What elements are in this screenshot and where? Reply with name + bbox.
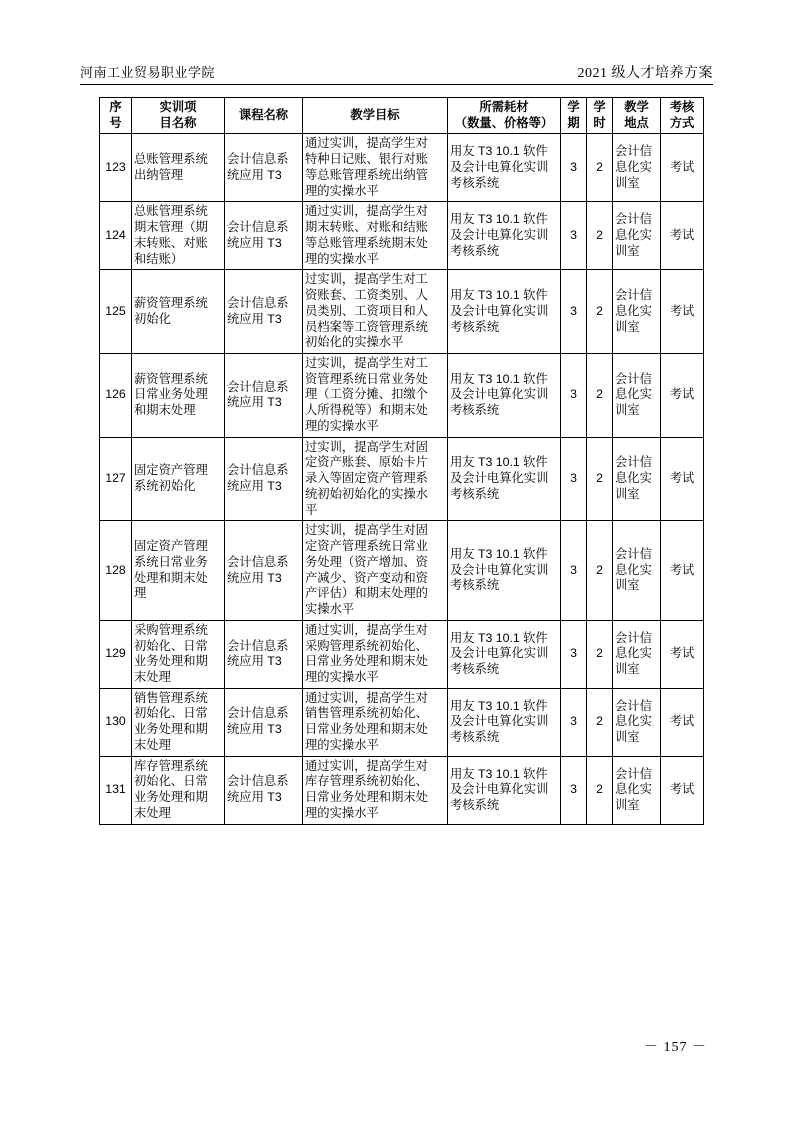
cell-place-line: 训室 bbox=[615, 797, 640, 812]
column-header-term: 学 期 bbox=[561, 98, 587, 134]
training-projects-table-wrapper bbox=[99, 97, 695, 825]
cell-item-line: 末转账、对账 bbox=[134, 235, 208, 250]
cell-goal-line: 理的实操水平 bbox=[305, 669, 379, 684]
cell-course-line: 会计信息系 bbox=[227, 554, 289, 569]
cell-course bbox=[225, 270, 303, 354]
column-header-hours: 学 时 bbox=[587, 98, 613, 134]
cell-mat-line: 及会计电算化实训 bbox=[450, 471, 549, 486]
cell-exam: 考试 bbox=[661, 437, 704, 521]
page-footer bbox=[644, 1036, 707, 1056]
table-header-row bbox=[100, 98, 704, 134]
cell-place-line: 息化实 bbox=[615, 646, 652, 661]
cell-place bbox=[613, 688, 661, 756]
cell-item-line: 初始化、日常 bbox=[134, 706, 208, 721]
cell-term: 3 bbox=[561, 688, 587, 756]
cell-mat bbox=[448, 134, 561, 202]
cell-goal-line: 等总账管理系统出纳管 bbox=[305, 167, 428, 182]
cell-place-line: 训室 bbox=[615, 486, 640, 501]
cell-mat-line: 考核系统 bbox=[450, 730, 500, 745]
training-projects-table bbox=[99, 97, 704, 825]
cell-item bbox=[132, 270, 225, 354]
cell-item-line: 薪资管理系统 bbox=[134, 371, 208, 386]
cell-exam: 考试 bbox=[661, 620, 704, 688]
cell-goal-line: 特种日记账、银行对账 bbox=[305, 152, 428, 167]
cell-item-line: 末处理 bbox=[134, 737, 171, 752]
cell-mat-line: 用友 T3 10.1 软件 bbox=[450, 766, 548, 781]
cell-goal bbox=[303, 134, 448, 202]
cell-item bbox=[132, 202, 225, 270]
cell-no: 126 bbox=[100, 354, 132, 438]
cell-term: 3 bbox=[561, 521, 587, 620]
page-header bbox=[80, 62, 713, 82]
cell-place-line: 训室 bbox=[615, 403, 640, 418]
cell-place-line: 息化实 bbox=[615, 160, 652, 175]
cell-item bbox=[132, 354, 225, 438]
header-divider bbox=[80, 84, 713, 85]
cell-mat-line: 及会计电算化实训 bbox=[450, 228, 549, 242]
cell-exam: 考试 bbox=[661, 354, 704, 438]
cell-item bbox=[132, 688, 225, 756]
cell-mat-line: 考核系统 bbox=[450, 662, 500, 677]
cell-course-line: 统应用 T3 bbox=[227, 311, 282, 326]
cell-item-line: 固定资产管理 bbox=[134, 463, 208, 478]
cell-course-line: 会计信息系 bbox=[227, 220, 289, 235]
cell-exam: 考试 bbox=[661, 270, 704, 354]
cell-course bbox=[225, 620, 303, 688]
cell-goal-line: 初始化的实操水平 bbox=[305, 335, 404, 350]
cell-place-line: 训室 bbox=[615, 662, 640, 677]
cell-course bbox=[225, 202, 303, 270]
cell-goal bbox=[303, 620, 448, 688]
cell-hours: 2 bbox=[587, 620, 613, 688]
cell-goal-line: 过实训，提高学生对工 bbox=[305, 272, 428, 287]
cell-course-line: 会计信息系 bbox=[227, 774, 289, 789]
cell-course-line: 统应用 T3 bbox=[227, 570, 282, 585]
cell-goal bbox=[303, 354, 448, 438]
cell-goal-line: 通过实训，提高学生对 bbox=[305, 690, 428, 705]
cell-goal-line: 日常业务处理和期末处 bbox=[305, 722, 428, 737]
cell-place-line: 会计信 bbox=[615, 698, 652, 713]
cell-place-line: 训室 bbox=[615, 175, 640, 190]
cell-item-line: 初始化、日常 bbox=[134, 638, 208, 653]
cell-goal-line: 理（工资分摊、扣缴个 bbox=[305, 387, 428, 402]
table-row bbox=[100, 756, 704, 824]
cell-place-line: 训室 bbox=[615, 578, 640, 593]
cell-goal-line: 期末转账、对账和结账 bbox=[305, 220, 428, 235]
cell-item-line: 采购管理系统 bbox=[134, 622, 208, 637]
cell-mat-line: 考核系统 bbox=[450, 319, 500, 334]
cell-goal-line: 过实训，提高学生对工 bbox=[305, 356, 428, 371]
cell-goal-line: 通过实训，提高学生对 bbox=[305, 136, 428, 151]
cell-goal-line: 产减少、资产变动和资 bbox=[305, 570, 428, 585]
cell-mat bbox=[448, 756, 561, 824]
cell-goal-line: 资账套、工资类别、人 bbox=[305, 288, 428, 303]
cell-place bbox=[613, 134, 661, 202]
cell-goal-line: 库存管理系统初始化、 bbox=[305, 774, 428, 789]
cell-goal-line: 录入等固定资产管理系 bbox=[305, 471, 428, 486]
cell-mat-line: 及会计电算化实训 bbox=[450, 160, 549, 175]
cell-place-line: 会计信 bbox=[615, 546, 652, 561]
cell-place-line: 会计信 bbox=[615, 371, 652, 386]
cell-exam: 考试 bbox=[661, 756, 704, 824]
cell-mat-line: 及会计电算化实训 bbox=[450, 562, 549, 577]
cell-place-line: 训室 bbox=[615, 730, 640, 745]
cell-goal-line: 日常业务处理和期末处 bbox=[305, 790, 428, 805]
cell-place-line: 息化实 bbox=[615, 303, 652, 318]
cell-course-line: 统应用 T3 bbox=[227, 235, 282, 250]
cell-mat-line: 考核系统 bbox=[450, 797, 500, 812]
cell-goal-line: 过实训，提高学生对固 bbox=[305, 523, 428, 538]
column-header-exam: 考核 方式 bbox=[661, 98, 704, 134]
cell-no: 124 bbox=[100, 202, 132, 270]
table-row bbox=[100, 688, 704, 756]
cell-place-line: 会计信 bbox=[615, 212, 652, 227]
cell-item-line: 薪资管理系统 bbox=[134, 295, 208, 310]
cell-goal bbox=[303, 756, 448, 824]
cell-goal-line: 过实训，提高学生对固 bbox=[305, 439, 428, 454]
cell-place-line: 息化实 bbox=[615, 714, 652, 729]
cell-item-line: 业务处理和期 bbox=[134, 722, 208, 737]
cell-course bbox=[225, 354, 303, 438]
cell-mat-line: 用友 T3 10.1 软件 bbox=[450, 630, 548, 645]
cell-goal-line: 理的实操水平 bbox=[305, 418, 379, 433]
cell-mat-line: 及会计电算化实训 bbox=[450, 714, 549, 729]
cell-item-line: 系统初始化 bbox=[134, 479, 196, 494]
cell-mat bbox=[448, 270, 561, 354]
cell-item bbox=[132, 756, 225, 824]
cell-goal-line: 通过实训，提高学生对 bbox=[305, 204, 428, 219]
column-header-item: 实训项 目名称 bbox=[132, 98, 225, 134]
cell-mat-line: 用友 T3 10.1 软件 bbox=[450, 698, 548, 713]
cell-place-line: 训室 bbox=[615, 243, 640, 258]
cell-goal-line: 产评估）和期末处理的 bbox=[305, 586, 428, 601]
cell-mat-line: 用友 T3 10.1 软件 bbox=[450, 212, 548, 227]
cell-goal-line: 统初始初始化的实操水 bbox=[305, 486, 428, 501]
cell-mat-line: 考核系统 bbox=[450, 243, 500, 258]
cell-goal bbox=[303, 202, 448, 270]
cell-place bbox=[613, 202, 661, 270]
cell-mat-line: 用友 T3 10.1 软件 bbox=[450, 144, 548, 159]
cell-mat-line: 及会计电算化实训 bbox=[450, 782, 549, 797]
cell-item-line: 总账管理系统 bbox=[134, 152, 208, 167]
column-header-course: 课程名称 bbox=[225, 98, 303, 134]
cell-hours: 2 bbox=[587, 437, 613, 521]
table-row bbox=[100, 134, 704, 202]
table-body bbox=[100, 134, 704, 824]
cell-place-line: 训室 bbox=[615, 319, 640, 334]
cell-term: 3 bbox=[561, 202, 587, 270]
cell-goal-line: 理的实操水平 bbox=[305, 805, 379, 820]
cell-no: 125 bbox=[100, 270, 132, 354]
cell-place bbox=[613, 437, 661, 521]
cell-mat-line: 考核系统 bbox=[450, 175, 500, 190]
header-institution: 河南工业贸易职业学院 bbox=[80, 65, 216, 80]
cell-place-line: 息化实 bbox=[615, 387, 652, 402]
cell-place bbox=[613, 756, 661, 824]
cell-place bbox=[613, 354, 661, 438]
cell-course-line: 统应用 T3 bbox=[227, 395, 282, 410]
cell-goal-line: 资管理系统日常业务处 bbox=[305, 371, 428, 386]
cell-term: 3 bbox=[561, 620, 587, 688]
cell-item-line: 出纳管理 bbox=[134, 167, 184, 182]
cell-item-line: 处理和期末处 bbox=[134, 570, 208, 585]
cell-goal-line: 平 bbox=[305, 502, 318, 517]
cell-hours: 2 bbox=[587, 756, 613, 824]
cell-goal-line: 通过实训，提高学生对 bbox=[305, 622, 428, 637]
cell-course-line: 统应用 T3 bbox=[227, 790, 282, 805]
cell-goal-line: 员类别、工资项目和人 bbox=[305, 303, 428, 318]
cell-no: 129 bbox=[100, 620, 132, 688]
cell-course-line: 会计信息系 bbox=[227, 379, 289, 394]
cell-place-line: 会计信 bbox=[615, 288, 652, 303]
cell-mat bbox=[448, 202, 561, 270]
cell-place bbox=[613, 521, 661, 620]
cell-course-line: 会计信息系 bbox=[227, 706, 289, 721]
cell-item-line: 初始化 bbox=[134, 311, 171, 326]
cell-course-line: 统应用 T3 bbox=[227, 167, 282, 182]
cell-goal-line: 日常业务处理和期末处 bbox=[305, 654, 428, 669]
cell-place-line: 会计信 bbox=[615, 144, 652, 159]
cell-term: 3 bbox=[561, 756, 587, 824]
cell-exam: 考试 bbox=[661, 134, 704, 202]
table-row bbox=[100, 437, 704, 521]
cell-goal bbox=[303, 437, 448, 521]
cell-course bbox=[225, 437, 303, 521]
cell-item-line: 业务处理和期 bbox=[134, 654, 208, 669]
cell-term: 3 bbox=[561, 270, 587, 354]
table-row bbox=[100, 620, 704, 688]
cell-mat bbox=[448, 354, 561, 438]
cell-mat-line: 用友 T3 10.1 软件 bbox=[450, 371, 548, 386]
cell-place-line: 息化实 bbox=[615, 782, 652, 797]
cell-mat-line: 考核系统 bbox=[450, 403, 500, 418]
header-document-title: 2021 级人才培养方案 bbox=[577, 66, 713, 81]
cell-place bbox=[613, 270, 661, 354]
table-row bbox=[100, 521, 704, 620]
cell-place-line: 会计信 bbox=[615, 766, 652, 781]
cell-mat-line: 用友 T3 10.1 软件 bbox=[450, 546, 548, 561]
cell-item-line: 固定资产管理 bbox=[134, 539, 208, 554]
page-number: － 157 － bbox=[644, 1040, 707, 1055]
cell-hours: 2 bbox=[587, 354, 613, 438]
cell-course-line: 会计信息系 bbox=[227, 638, 289, 653]
cell-mat-line: 用友 T3 10.1 软件 bbox=[450, 288, 548, 303]
cell-item-line: 初始化、日常 bbox=[134, 774, 208, 789]
column-header-place: 教学 地点 bbox=[613, 98, 661, 134]
cell-place-line: 息化实 bbox=[615, 562, 652, 577]
cell-course-line: 会计信息系 bbox=[227, 295, 289, 310]
cell-goal-line: 定资产账套、原始卡片 bbox=[305, 455, 428, 470]
cell-item-line: 理 bbox=[134, 586, 147, 601]
cell-course-line: 会计信息系 bbox=[227, 152, 289, 167]
cell-item-line: 系统日常业务 bbox=[134, 554, 208, 569]
cell-item-line: 库存管理系统 bbox=[134, 758, 208, 773]
cell-goal-line: 实操水平 bbox=[305, 602, 355, 617]
cell-mat-line: 及会计电算化实训 bbox=[450, 303, 549, 318]
cell-item-line: 和结账） bbox=[134, 251, 184, 266]
cell-hours: 2 bbox=[587, 688, 613, 756]
cell-mat bbox=[448, 437, 561, 521]
column-header-no: 序 号 bbox=[100, 98, 132, 134]
cell-item-line: 和期末处理 bbox=[134, 403, 196, 418]
cell-term: 3 bbox=[561, 354, 587, 438]
cell-mat-line: 考核系统 bbox=[450, 486, 500, 501]
cell-place-line: 息化实 bbox=[615, 228, 652, 242]
cell-goal-line: 销售管理系统初始化、 bbox=[305, 706, 428, 721]
cell-hours: 2 bbox=[587, 521, 613, 620]
cell-place-line: 会计信 bbox=[615, 630, 652, 645]
cell-mat bbox=[448, 620, 561, 688]
cell-goal-line: 采购管理系统初始化、 bbox=[305, 638, 428, 653]
cell-term: 3 bbox=[561, 437, 587, 521]
cell-item-line: 末处理 bbox=[134, 669, 171, 684]
cell-item-line: 末处理 bbox=[134, 805, 171, 820]
column-header-materials: 所需耗材 （数量、价格等） bbox=[448, 98, 561, 134]
cell-mat-line: 考核系统 bbox=[450, 578, 500, 593]
cell-item bbox=[132, 437, 225, 521]
cell-goal-line: 务处理（资产增加、资 bbox=[305, 554, 428, 569]
cell-hours: 2 bbox=[587, 270, 613, 354]
cell-no: 128 bbox=[100, 521, 132, 620]
cell-course-line: 会计信息系 bbox=[227, 463, 289, 478]
cell-course bbox=[225, 521, 303, 620]
cell-item-line: 业务处理和期 bbox=[134, 790, 208, 805]
column-header-goal: 教学目标 bbox=[303, 98, 448, 134]
cell-goal-line: 理的实操水平 bbox=[305, 183, 379, 198]
cell-goal bbox=[303, 270, 448, 354]
cell-no: 130 bbox=[100, 688, 132, 756]
cell-exam: 考试 bbox=[661, 688, 704, 756]
cell-goal-line: 人所得税等）和期末处 bbox=[305, 403, 428, 418]
cell-exam: 考试 bbox=[661, 521, 704, 620]
cell-goal-line: 等总账管理系统期末处 bbox=[305, 235, 428, 250]
cell-mat-line: 及会计电算化实训 bbox=[450, 387, 549, 402]
cell-goal-line: 理的实操水平 bbox=[305, 251, 379, 266]
cell-course bbox=[225, 134, 303, 202]
cell-mat bbox=[448, 688, 561, 756]
cell-no: 131 bbox=[100, 756, 132, 824]
cell-no: 123 bbox=[100, 134, 132, 202]
table-header bbox=[100, 98, 704, 134]
cell-place-line: 会计信 bbox=[615, 455, 652, 470]
cell-mat bbox=[448, 521, 561, 620]
cell-goal bbox=[303, 521, 448, 620]
cell-exam: 考试 bbox=[661, 202, 704, 270]
cell-course bbox=[225, 756, 303, 824]
cell-goal bbox=[303, 688, 448, 756]
cell-goal-line: 通过实训，提高学生对 bbox=[305, 758, 428, 773]
cell-goal-line: 员档案等工资管理系统 bbox=[305, 319, 428, 334]
cell-place-line: 息化实 bbox=[615, 471, 652, 486]
cell-item bbox=[132, 521, 225, 620]
cell-item-line: 期末管理（期 bbox=[134, 220, 208, 235]
table-row bbox=[100, 202, 704, 270]
table-row bbox=[100, 270, 704, 354]
cell-item bbox=[132, 620, 225, 688]
cell-item bbox=[132, 134, 225, 202]
cell-course bbox=[225, 688, 303, 756]
cell-no: 127 bbox=[100, 437, 132, 521]
cell-item-line: 日常业务处理 bbox=[134, 387, 208, 402]
cell-item-line: 销售管理系统 bbox=[134, 690, 208, 705]
cell-course-line: 统应用 T3 bbox=[227, 722, 282, 737]
cell-term: 3 bbox=[561, 134, 587, 202]
cell-item-line: 总账管理系统 bbox=[134, 204, 208, 219]
cell-mat-line: 及会计电算化实训 bbox=[450, 646, 549, 661]
cell-hours: 2 bbox=[587, 202, 613, 270]
cell-place bbox=[613, 620, 661, 688]
cell-course-line: 统应用 T3 bbox=[227, 654, 282, 669]
cell-goal-line: 理的实操水平 bbox=[305, 737, 379, 752]
cell-mat-line: 用友 T3 10.1 软件 bbox=[450, 455, 548, 470]
cell-course-line: 统应用 T3 bbox=[227, 479, 282, 494]
table-row bbox=[100, 354, 704, 438]
cell-hours: 2 bbox=[587, 134, 613, 202]
cell-goal-line: 定资产管理系统日常业 bbox=[305, 539, 428, 554]
